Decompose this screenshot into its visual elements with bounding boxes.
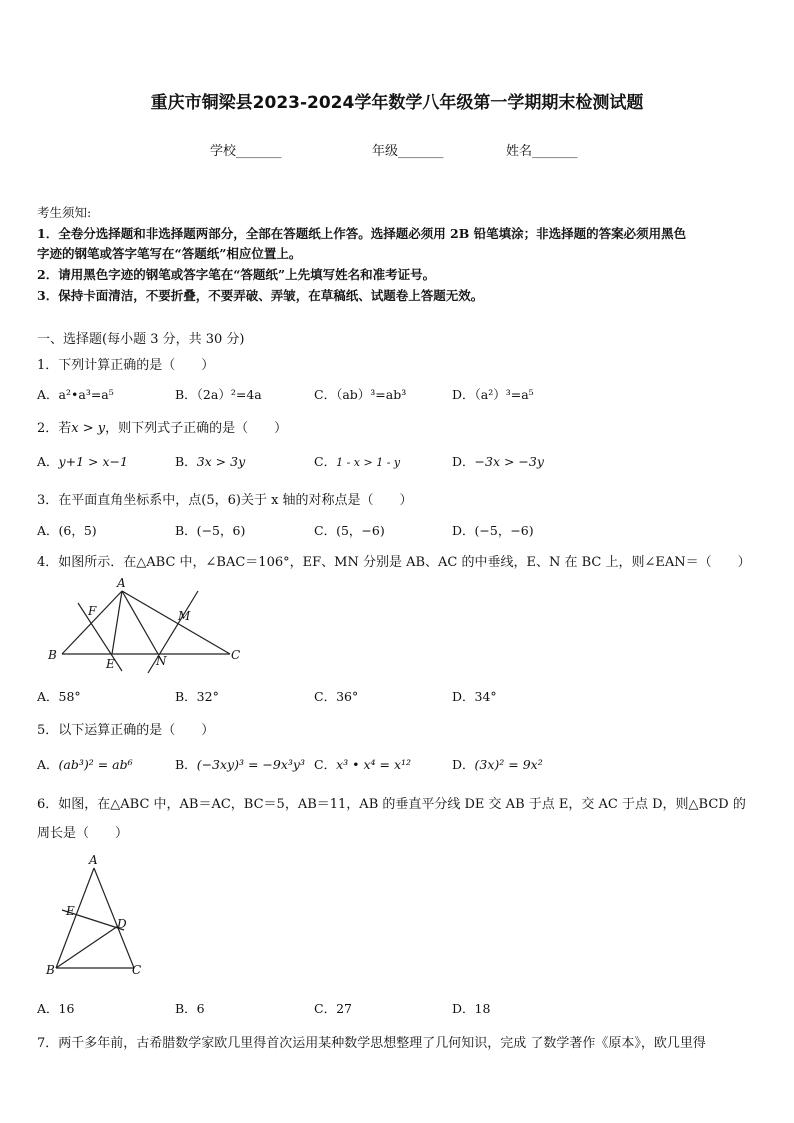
q4-stem: 4．如图所示．在△ABC 中，∠BAC＝106°，EF、MN 分别是 AB、AC 的中垂线，E、N 在 BC 上，则∠EAN＝（ ） [37, 555, 751, 570]
q4-label-b: B [48, 648, 57, 662]
grade-field: 年级_______ [372, 144, 444, 159]
q2-option-c: C．1 - x > 1 - y [314, 454, 401, 469]
q4-option-c: C．36° [314, 689, 359, 704]
q4-option-b: B．32° [175, 689, 219, 704]
q4-label-a: A [117, 576, 126, 590]
exam-title: 重庆市铜梁县2023-2024学年数学八年级第一学期期末检测试题 [150, 93, 644, 113]
q6-label-d: D [117, 917, 127, 931]
q3-stem: 3．在平面直角坐标系中，点(5，6)关于 x 轴的对称点是（ ） [37, 493, 413, 508]
notice-heading: 考生须知: [37, 205, 92, 220]
q6-stem-line1: 6．如图，在△ABC 中，AB＝AC，BC＝5，AB＝11，AB 的垂直平分线 DE 交 AB 于点 E，交 AC 于点 D，则△BCD 的 [37, 797, 746, 812]
q6-option-a: A．16 [37, 1001, 75, 1016]
q6-label-c: C [132, 963, 142, 977]
q2-stem-post: ，则下列式子正确的是（ ） [105, 421, 288, 436]
q5-option-b: B．(−3xy)³ = −9x³y³ [175, 757, 305, 772]
q6-segment-bd [56, 926, 118, 968]
q2-option-d: D．−3x > −3y [452, 454, 544, 469]
q6-stem-line2: 周长是（ ） [37, 826, 129, 841]
q1-option-c: C．（ab）³=ab³ [314, 387, 407, 402]
notice-item-1-cont: 字迹的钢笔或答字笔写在“答题纸”相应位置上。 [37, 246, 302, 261]
q6-label-e: E [66, 904, 75, 918]
section-heading: 一、选择题(每小题 3 分，共 30 分) [37, 332, 245, 347]
q4-label-f: F [88, 604, 97, 618]
q7-stem: 7．两千多年前，古希腊数学家欧几里得首次运用某种数学思想整理了几何知识，完成 了数学著作《原本》，欧几里得 [37, 1036, 706, 1051]
q1-stem: 1．下列计算正确的是（ ） [37, 358, 215, 373]
q2-option-b: B．3x > 3y [175, 454, 246, 469]
q4-label-m: M [178, 609, 191, 623]
q2-option-a: A．y+1 > x−1 [37, 454, 128, 469]
q1-option-a: A．a²•a³=a⁵ [37, 387, 114, 402]
q4-segment-ac [122, 591, 230, 654]
q2-stem-math: x > y [71, 421, 106, 436]
q5-option-a: A．(ab³)² = ab⁶ [37, 757, 133, 772]
q1-option-b: B．（2a）²=4a [175, 387, 262, 402]
notice-item-1: 1．全卷分选择题和非选择题两部分，全部在答题纸上作答。选择题必须用 2B 铅笔填涂；非选择题的答案必须用黑色 [37, 226, 687, 241]
q4-segment-an [122, 591, 158, 654]
q1-option-d: D．（a²）³=a⁵ [452, 387, 534, 402]
q3-option-d: D．(−5，−6) [452, 523, 534, 538]
q4-label-n: N [156, 654, 167, 668]
q5-option-d: D．(3x)² = 9x² [452, 757, 543, 772]
q5-option-c: C．x³ • x⁴ = x¹² [314, 757, 412, 772]
notice-item-2: 2．请用黑色字迹的钢笔或答字笔在“答题纸”上先填写姓名和准考证号。 [37, 267, 436, 282]
q6-segment-ac [94, 868, 134, 968]
q2-stem [37, 417, 287, 436]
q6-label-a: A [89, 853, 98, 867]
q3-option-a: A．(6，5) [37, 523, 97, 538]
q3-option-b: B．(−5，6) [175, 523, 246, 538]
q6-option-b: B．6 [175, 1001, 205, 1016]
q6-option-c: C．27 [314, 1001, 352, 1016]
q4-label-c: C [231, 648, 241, 662]
q4-label-e: E [106, 657, 115, 671]
q5-stem: 5．以下运算正确的是（ ） [37, 723, 215, 738]
name-field: 姓名_______ [506, 144, 578, 159]
q6-option-d: D．18 [452, 1001, 491, 1016]
q4-option-a: A．58° [37, 689, 81, 704]
school-field: 学校_______ [210, 144, 282, 159]
q4-perp-bisector-ef [78, 603, 122, 671]
q3-option-c: C．(5，−6) [314, 523, 385, 538]
q6-triangle-figure [40, 852, 155, 980]
notice-item-3: 3．保持卡面清洁，不要折叠，不要弄破、弄皱，在草稿纸、试题卷上答题无效。 [37, 288, 484, 303]
q4-option-d: D．34° [452, 689, 497, 704]
q4-triangle-figure [40, 575, 245, 675]
q6-label-b: B [46, 963, 55, 977]
q2-stem-pre: 2．若 [37, 421, 72, 436]
